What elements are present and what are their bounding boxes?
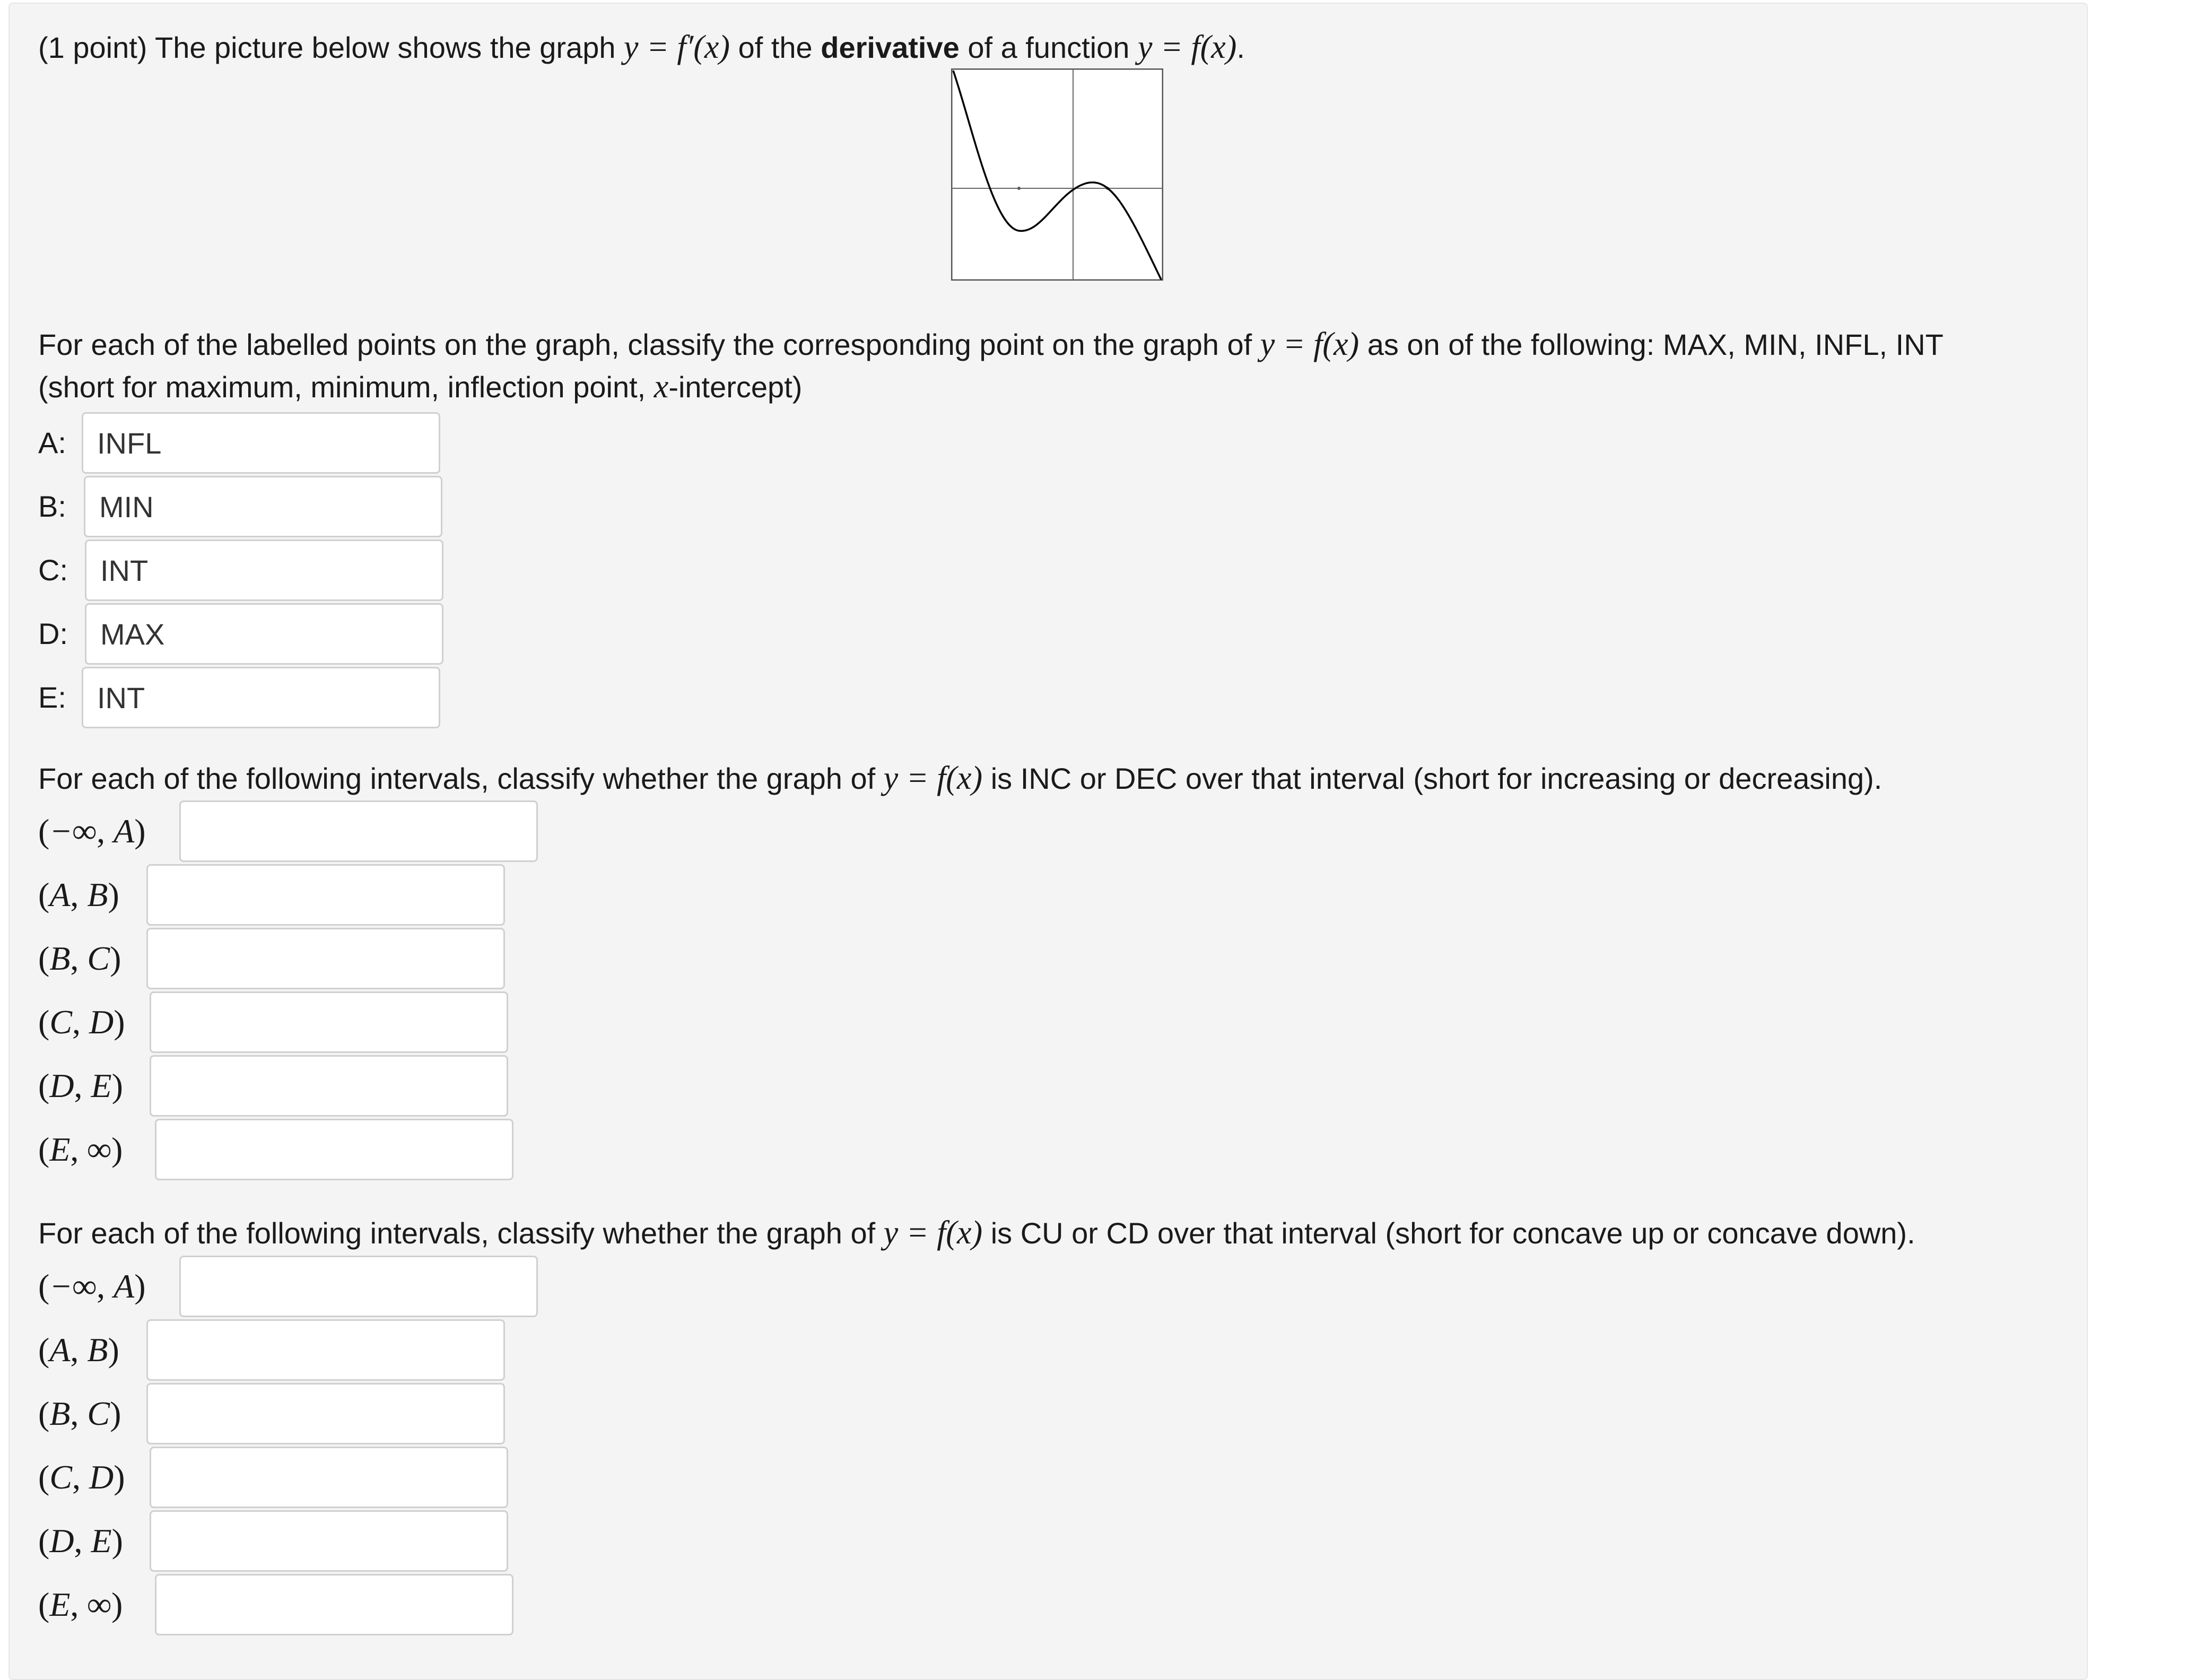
concavity-input-4[interactable] xyxy=(150,1447,508,1508)
intro-text-a: The picture below shows the graph xyxy=(154,31,616,64)
section1-text-d: -intercept) xyxy=(668,370,803,404)
interval-label: (A, B) xyxy=(38,1331,119,1369)
problem-panel xyxy=(8,3,2088,1680)
section1-instructions-line1 xyxy=(38,323,1944,366)
concavity-input-1[interactable] xyxy=(179,1256,538,1317)
inc-dec-input-6[interactable] xyxy=(155,1119,513,1180)
section2-f-equation: y = f(x) xyxy=(883,760,983,796)
interval-label: (E, ∞) xyxy=(38,1586,123,1623)
inc-dec-input-5[interactable] xyxy=(150,1055,508,1117)
section2-text-b: is INC or DEC over that interval (short for increasing or decreasing). xyxy=(990,762,1883,795)
fprime-equation: y = f′(x) xyxy=(624,29,730,65)
inc-dec-input-2[interactable] xyxy=(146,864,505,926)
interval-label: (C, D) xyxy=(38,1458,125,1496)
interval-label: (A, B) xyxy=(38,876,119,913)
interval-label: (B, C) xyxy=(38,1395,121,1432)
point-label: E: xyxy=(38,681,66,714)
x-variable: x xyxy=(653,369,669,405)
f-equation: y = f(x) xyxy=(1137,29,1237,65)
interval-label: (B, C) xyxy=(38,939,121,977)
derivative-graph xyxy=(951,68,1163,281)
point-c-input[interactable] xyxy=(85,539,443,601)
concavity-input-5[interactable] xyxy=(150,1510,508,1572)
section3-text-b: is CU or CD over that interval (short for concave up or concave down). xyxy=(990,1216,1915,1250)
derivative-emphasis: derivative xyxy=(821,31,960,64)
points-label: (1 point) xyxy=(38,31,147,64)
period: . xyxy=(1236,31,1245,64)
section3-text-a: For each of the following intervals, classify whether the graph of xyxy=(38,1216,876,1250)
section1-f-equation: y = f(x) xyxy=(1260,326,1360,362)
point-d-input[interactable] xyxy=(85,603,443,665)
point-a-input[interactable] xyxy=(82,412,440,474)
point-label: A: xyxy=(38,426,66,459)
section1-text-a: For each of the labelled points on the graph, classify the corresponding point on the graph of xyxy=(38,328,1252,361)
interval-label: (C, D) xyxy=(38,1003,125,1041)
inc-dec-input-3[interactable] xyxy=(146,928,505,989)
interval-label: (−∞, A) xyxy=(38,812,146,850)
concavity-input-3[interactable] xyxy=(146,1383,505,1444)
inc-dec-input-1[interactable] xyxy=(179,800,538,862)
graph-frame xyxy=(952,69,1163,280)
concavity-input-2[interactable] xyxy=(146,1319,505,1381)
section3-f-equation: y = f(x) xyxy=(883,1215,983,1251)
interval-label: (−∞, A) xyxy=(38,1267,146,1305)
interval-label: (E, ∞) xyxy=(38,1130,123,1168)
section2-instructions xyxy=(38,757,1882,800)
tick-mark-left xyxy=(1017,187,1021,190)
section3-instructions xyxy=(38,1212,1915,1255)
section2-text-a: For each of the following intervals, classify whether the graph of xyxy=(38,762,876,795)
point-label: D: xyxy=(38,617,68,650)
intro-text-b: of the xyxy=(738,31,813,64)
point-e-input[interactable] xyxy=(82,667,440,728)
interval-label: (D, E) xyxy=(38,1067,123,1104)
concavity-input-6[interactable] xyxy=(155,1574,513,1635)
point-label: C: xyxy=(38,553,68,587)
point-b-input[interactable] xyxy=(84,476,442,537)
section1-text-c: (short for maximum, minimum, inflection point, xyxy=(38,370,646,404)
point-label: B: xyxy=(38,490,66,523)
problem-statement xyxy=(38,26,1245,69)
section1-text-b: as on of the following: MAX, MIN, INFL, INT xyxy=(1367,328,1944,361)
intro-text-c: of a function xyxy=(968,31,1130,64)
graph-svg xyxy=(951,68,1163,281)
inc-dec-input-4[interactable] xyxy=(150,991,508,1053)
interval-label: (D, E) xyxy=(38,1522,123,1560)
section1-instructions-line2 xyxy=(38,365,802,408)
